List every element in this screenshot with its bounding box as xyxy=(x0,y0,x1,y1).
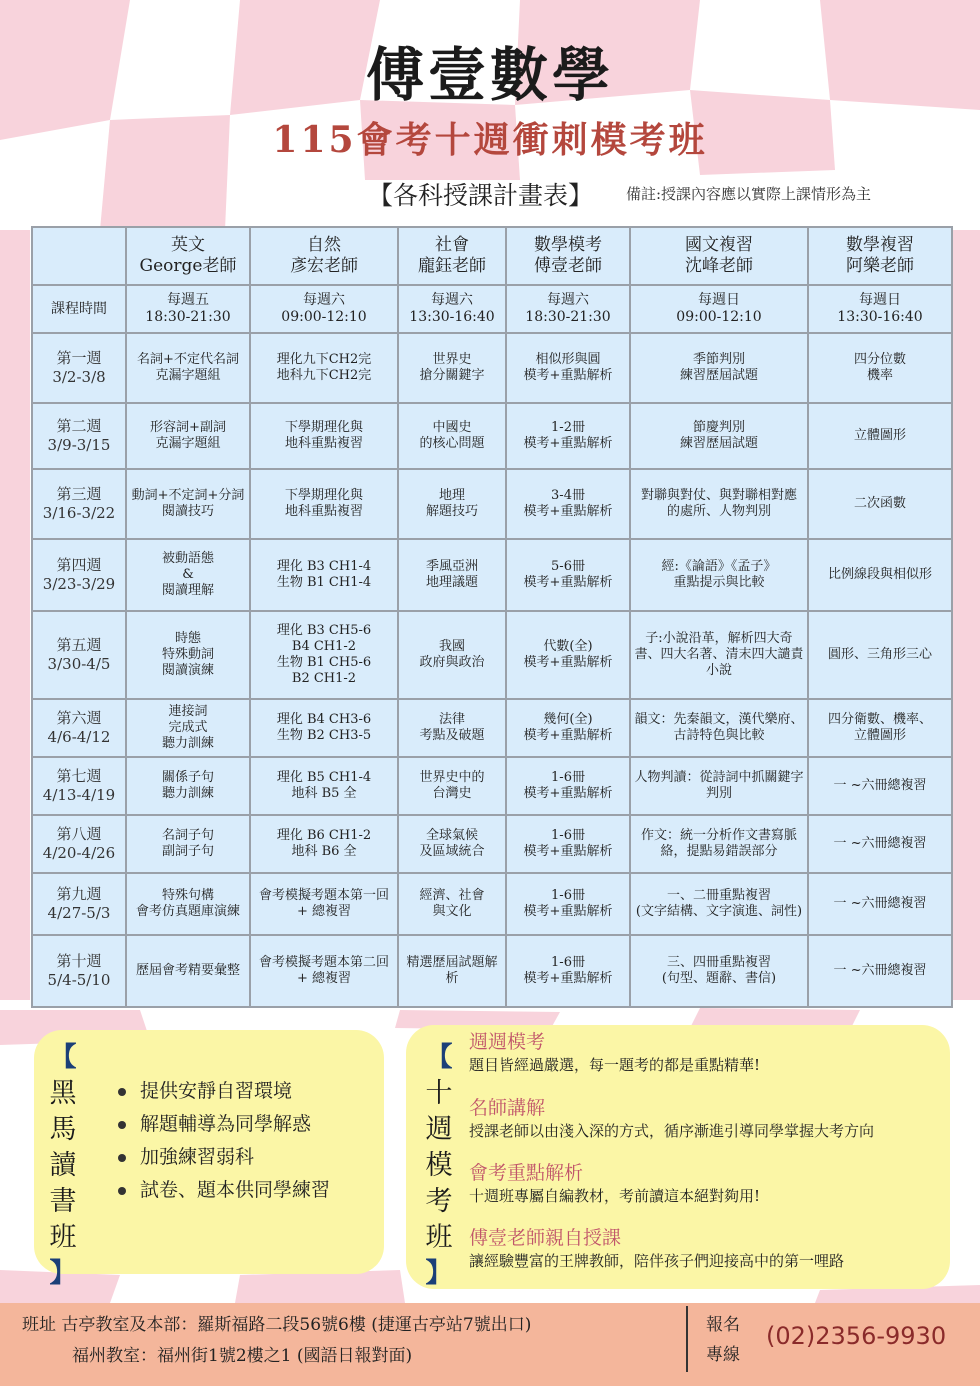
week-cell: 第八週 4/20-4/26 xyxy=(32,815,126,873)
list-item xyxy=(118,1174,330,1207)
table-row xyxy=(32,873,952,935)
table-row xyxy=(32,611,952,699)
course-cell: 法律 考點及破題 xyxy=(398,699,506,757)
week-cell: 第三週 3/16-3/22 xyxy=(32,469,126,539)
hotline-label-line2: 專線 xyxy=(706,1345,740,1365)
course-cell: 5-6冊 模考+重點解析 xyxy=(506,539,630,611)
course-cell: 幾何(全) 模考+重點解析 xyxy=(506,699,630,757)
list-item-text: 解題輔導為同學解惑 xyxy=(140,1113,312,1135)
course-cell: 代數(全) 模考+重點解析 xyxy=(506,611,630,699)
header-cell: 英文 George老師 xyxy=(126,227,250,285)
address-main: 班址 古亭教室及本部：羅斯福路二段56號6樓 (捷運古亭站7號出口) xyxy=(22,1315,532,1335)
course-cell: 1-6冊 模考+重點解析 xyxy=(506,935,630,1007)
feature-text: 十週班專屬自編教材，考前讀這本絕對夠用! xyxy=(469,1187,761,1205)
vertical-title-char: 週 xyxy=(425,1114,453,1145)
plan-label: 【各科授課計畫表】 xyxy=(368,181,594,210)
table-row xyxy=(32,333,952,403)
feature-text: 題目皆經過嚴選，每一題考的都是重點精華! xyxy=(469,1056,761,1074)
feature-heading: 會考重點解析 xyxy=(469,1162,584,1184)
course-cell: 季節判別 練習歷屆試題 xyxy=(630,333,808,403)
bullet-icon xyxy=(118,1088,126,1096)
course-cell: 立體圖形 xyxy=(808,403,952,469)
course-cell: 時態 特殊動詞 閱讀演練 xyxy=(126,611,250,699)
course-cell: 理化九下CH2完 地科九下CH2完 xyxy=(250,333,398,403)
feature-text: 讓經驗豐富的王牌教師，陪伴孩子們迎接高中的第一哩路 xyxy=(469,1252,845,1270)
course-cell: 歷屆會考精要彙整 xyxy=(126,935,250,1007)
course-cell: 圓形、三角形三心 xyxy=(808,611,952,699)
course-cell: 相似形與圓 模考+重點解析 xyxy=(506,333,630,403)
course-cell: 1-6冊 模考+重點解析 xyxy=(506,873,630,935)
time-cell: 每週六 13:30-16:40 xyxy=(398,285,506,333)
vertical-title-char: 班 xyxy=(49,1222,77,1253)
course-cell: 特殊句構 會考仿真題庫演練 xyxy=(126,873,250,935)
bullet-icon xyxy=(118,1121,126,1129)
course-cell: 一 ~六冊總複習 xyxy=(808,935,952,1007)
course-cell: 形容詞+副詞 克漏字題組 xyxy=(126,403,250,469)
course-cell: 1-2冊 模考+重點解析 xyxy=(506,403,630,469)
list-item xyxy=(118,1075,330,1108)
reading-class-list xyxy=(118,1075,330,1207)
course-cell: 下學期理化與 地科重點複習 xyxy=(250,469,398,539)
course-cell: 名詞+不定代名詞 克漏字題組 xyxy=(126,333,250,403)
bullet-icon xyxy=(118,1187,126,1195)
week-cell: 第六週 4/6-4/12 xyxy=(32,699,126,757)
vertical-title-char: 書 xyxy=(49,1186,77,1217)
header-cell: 數學模考 傅壹老師 xyxy=(506,227,630,285)
schedule-table xyxy=(31,226,953,1008)
table-row xyxy=(32,403,952,469)
course-cell: 人物判讀：從詩詞中抓關鍵字判別 xyxy=(630,757,808,815)
header-cell: 國文複習 沈峰老師 xyxy=(630,227,808,285)
time-cell: 每週五 18:30-21:30 xyxy=(126,285,250,333)
week-cell: 第一週 3/2-3/8 xyxy=(32,333,126,403)
header-cell: 數學複習 阿樂老師 xyxy=(808,227,952,285)
course-cell: 精選歷屆試題解析 xyxy=(398,935,506,1007)
table-row xyxy=(32,539,952,611)
course-cell: 二次函數 xyxy=(808,469,952,539)
header-row xyxy=(32,227,952,285)
course-cell: 下學期理化與 地科重點複習 xyxy=(250,403,398,469)
course-cell: 地理 解題技巧 xyxy=(398,469,506,539)
course-cell: 理化 B4 CH3-6 生物 B2 CH3-5 xyxy=(250,699,398,757)
vertical-title-char: 】 xyxy=(425,1258,453,1289)
feature-item xyxy=(469,1161,760,1207)
course-cell: 理化 B3 CH1-4 生物 B1 CH1-4 xyxy=(250,539,398,611)
course-cell: 連接詞 完成式 聽力訓練 xyxy=(126,699,250,757)
course-cell: 一 ~六冊總複習 xyxy=(808,873,952,935)
course-cell: 三、四冊重點複習 (句型、題辭、書信) xyxy=(630,935,808,1007)
time-cell: 每週日 13:30-16:40 xyxy=(808,285,952,333)
footer-divider xyxy=(686,1306,688,1372)
list-item-text: 提供安靜自習環境 xyxy=(140,1080,293,1102)
week-cell: 第五週 3/30-4/5 xyxy=(32,611,126,699)
course-cell: 理化 B5 CH1-4 地科 B5 全 xyxy=(250,757,398,815)
time-label-cell: 課程時間 xyxy=(32,285,126,333)
feature-heading: 週週模考 xyxy=(469,1031,546,1053)
course-cell: 世界史中的 台灣史 xyxy=(398,757,506,815)
vertical-title-char: 馬 xyxy=(49,1114,77,1145)
course-cell: 一 ~六冊總複習 xyxy=(808,815,952,873)
course-cell: 1-6冊 模考+重點解析 xyxy=(506,757,630,815)
list-item-text: 試卷、題本供同學練習 xyxy=(140,1179,331,1201)
vertical-title-char: 班 xyxy=(425,1222,453,1253)
course-cell: 經濟、社會 與文化 xyxy=(398,873,506,935)
course-cell: 關係子句 聽力訓練 xyxy=(126,757,250,815)
list-item-text: 加強練習弱科 xyxy=(140,1146,255,1168)
time-cell: 每週六 09:00-12:10 xyxy=(250,285,398,333)
course-cell: 節慶判別 練習歷屆試題 xyxy=(630,403,808,469)
course-cell: 世界史 搶分關鍵字 xyxy=(398,333,506,403)
feature-heading: 傅壹老師親自授課 xyxy=(469,1227,622,1249)
course-cell: 1-6冊 模考+重點解析 xyxy=(506,815,630,873)
course-cell: 一 ~六冊總複習 xyxy=(808,757,952,815)
course-cell: 經:《論語》《孟子》 重點提示與比較 xyxy=(630,539,808,611)
header-cell: 自然 彥宏老師 xyxy=(250,227,398,285)
vertical-title-char: 【 xyxy=(49,1042,77,1073)
phone-number[interactable]: (02)2356-9930 xyxy=(766,1322,947,1350)
feature-heading: 名師講解 xyxy=(469,1097,546,1119)
ten-week-title xyxy=(422,1040,456,1292)
course-cell: 季風亞洲 地理議題 xyxy=(398,539,506,611)
hotline-label xyxy=(706,1310,740,1370)
vertical-title-char: 模 xyxy=(425,1150,453,1181)
feature-item xyxy=(469,1226,844,1272)
list-item xyxy=(118,1141,330,1174)
vertical-title-char: 】 xyxy=(49,1258,77,1289)
course-cell: 全球氣候 及區域統合 xyxy=(398,815,506,873)
time-row xyxy=(32,285,952,333)
address-fuzhou: 福州教室：福州街1號2樓之1 (國語日報對面) xyxy=(72,1346,413,1366)
course-subtitle: 115會考十週衝刺模考班 xyxy=(272,119,708,161)
table-row xyxy=(32,935,952,1007)
course-cell: 理化 B3 CH5-6 B4 CH1-2 生物 B1 CH5-6 B2 CH1-2 xyxy=(250,611,398,699)
course-cell: 作文：統一分析作文書寫脈絡，提點易錯誤部分 xyxy=(630,815,808,873)
course-cell: 一、二冊重點複習 (文字結構、文字演進、詞性) xyxy=(630,873,808,935)
feature-item xyxy=(469,1096,874,1142)
hotline-label-line1: 報名 xyxy=(706,1315,740,1335)
vertical-title-char: 十 xyxy=(425,1078,453,1109)
vertical-title-char: 考 xyxy=(425,1186,453,1217)
table-row xyxy=(32,757,952,815)
time-cell: 每週六 18:30-21:30 xyxy=(506,285,630,333)
header-cell: 社會 龐鈺老師 xyxy=(398,227,506,285)
course-cell: 比例線段與相似形 xyxy=(808,539,952,611)
reading-class-title xyxy=(46,1040,80,1292)
vertical-title-char: 黑 xyxy=(49,1078,77,1109)
vertical-title-char: 讀 xyxy=(49,1150,77,1181)
feature-item xyxy=(469,1030,760,1076)
course-cell: 中國史 的核心問題 xyxy=(398,403,506,469)
week-cell: 第二週 3/9-3/15 xyxy=(32,403,126,469)
week-cell: 第四週 3/23-3/29 xyxy=(32,539,126,611)
course-cell: 韻文：先秦韻文，漢代樂府、古詩特色與比較 xyxy=(630,699,808,757)
bullet-icon xyxy=(118,1154,126,1162)
list-item xyxy=(118,1108,330,1141)
table-row xyxy=(32,469,952,539)
course-cell: 3-4冊 模考+重點解析 xyxy=(506,469,630,539)
course-cell: 動詞+不定詞+分詞 閱讀技巧 xyxy=(126,469,250,539)
course-cell: 四分位數 機率 xyxy=(808,333,952,403)
time-cell: 每週日 09:00-12:10 xyxy=(630,285,808,333)
header-cell xyxy=(32,227,126,285)
course-cell: 我國 政府與政治 xyxy=(398,611,506,699)
course-cell: 名詞子句 副詞子句 xyxy=(126,815,250,873)
remark-note: 備註:授課內容應以實際上課情形為主 xyxy=(626,185,872,203)
course-cell: 子:小說沿革，解析四大奇書、四大名著、清末四大譴責小說 xyxy=(630,611,808,699)
feature-text: 授課老師以由淺入深的方式，循序漸進引導同學掌握大考方向 xyxy=(469,1122,875,1140)
table-row xyxy=(32,815,952,873)
table-row xyxy=(32,699,952,757)
week-cell: 第九週 4/27-5/3 xyxy=(32,873,126,935)
course-cell: 會考模擬考題本第一回 + 總複習 xyxy=(250,873,398,935)
week-cell: 第七週 4/13-4/19 xyxy=(32,757,126,815)
course-cell: 會考模擬考題本第二回 + 總複習 xyxy=(250,935,398,1007)
week-cell: 第十週 5/4-5/10 xyxy=(32,935,126,1007)
vertical-title-char: 【 xyxy=(425,1042,453,1073)
brand-title: 傅壹數學 xyxy=(365,41,614,109)
course-cell: 理化 B6 CH1-2 地科 B6 全 xyxy=(250,815,398,873)
course-cell: 四分衛數、機率、 立體圖形 xyxy=(808,699,952,757)
course-cell: 對聯與對仗、與對聯相對應 的處所、人物判別 xyxy=(630,469,808,539)
course-cell: 被動語態 & 閱讀理解 xyxy=(126,539,250,611)
